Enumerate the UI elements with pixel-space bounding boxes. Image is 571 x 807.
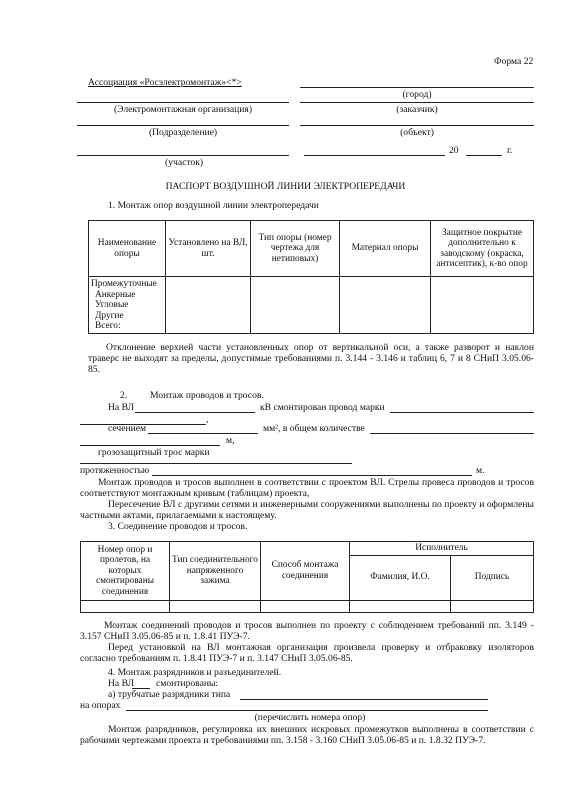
city-caption: (город) xyxy=(402,89,432,100)
col-header-name: Наименование опоры xyxy=(89,221,166,277)
date-line xyxy=(304,155,445,156)
cell-signature xyxy=(451,600,534,612)
section3-p1: Монтаж соединений проводов и тросов выполнен по проекту с соблюдением требований пп. 3.149 - 3.157 СНиП 3.05.06-85 и п. 1.8.41 ПУЭ-7. xyxy=(80,620,534,643)
org-caption: (Электромонтажная организация) xyxy=(113,104,253,115)
s2-comma: , xyxy=(206,414,209,425)
wire-brand-line xyxy=(390,412,534,413)
col-header-type: Тип опоры (номер чертежа для нетиповых) xyxy=(251,221,340,277)
customer-line xyxy=(300,102,534,103)
row-label-corner: Угловые xyxy=(95,300,129,310)
row-label-anchor: Анкерные xyxy=(95,289,136,300)
col-header-method: Способ монтажа соединения xyxy=(261,542,350,601)
section1-heading: 1. Монтаж опор воздушной линии электропередачи xyxy=(108,200,319,211)
s4-line2: а) трубчатые разрядники типа xyxy=(108,689,231,700)
qty-line2 xyxy=(80,445,220,446)
cell-coating xyxy=(431,277,534,334)
division-caption: (Подразделение) xyxy=(148,127,218,138)
col-header-installed: Установлено на ВЛ, шт. xyxy=(166,221,251,277)
cell-clamp xyxy=(170,600,261,612)
section3-heading: 3. Соединение проводов и тросов. xyxy=(108,521,248,532)
section2-p1: Монтаж проводов и тросов выполнен в соответствии с проектом ВЛ. Стрелы провеса проводов и тросов соответствуют монтажным кривым (таблицам) проекта, xyxy=(80,477,534,500)
col-header-coating: Защитное покрытие дополнительно к заводскому (окраска, антисептик), к-во опор xyxy=(431,221,534,277)
year-suffix: г. xyxy=(507,145,513,156)
col-header-supports: Номер опор и пролетов, на которых смонтированы соединения xyxy=(81,542,170,601)
col-header-signature: Подпись xyxy=(451,555,534,600)
form-label: Форма 22 xyxy=(494,56,534,67)
cell-method xyxy=(261,600,350,612)
section-line xyxy=(77,155,289,156)
section4-p1: Монтаж разрядников, регулировка их внешних искровых промежутков выполнены в соответствии с рабочими чертежами проекта и требованиями пп. 3.158 - 3.160 СНиП 3.05.06-85 и п. 1.8.32 ПУЭ-7. xyxy=(80,724,534,747)
cross-section-line xyxy=(148,433,258,434)
section-caption: (участок) xyxy=(165,157,204,168)
year-line xyxy=(466,155,502,156)
supports-table xyxy=(88,220,534,334)
cell-supports xyxy=(81,600,170,612)
col-header-executor: Исполнитель xyxy=(350,542,534,556)
s2-line6-suffix: м. xyxy=(476,465,485,476)
object-caption: (объект) xyxy=(400,127,434,138)
s4-line1-prefix: На ВЛ xyxy=(108,678,135,689)
col-header-material: Материал опоры xyxy=(340,221,431,277)
customer-caption: (заказчик) xyxy=(396,104,438,115)
voltage-line xyxy=(135,412,255,413)
year-prefix: 20 xyxy=(449,145,459,156)
row-labels-cell xyxy=(89,277,166,334)
s2-line6-prefix: протяженностью xyxy=(80,465,150,476)
cell-installed xyxy=(166,277,251,334)
city-line xyxy=(300,87,534,88)
s2-line3-prefix: сечением xyxy=(108,423,147,434)
row-label-intermediate: Промежуточные xyxy=(91,279,157,289)
s2-line4-suffix: м, xyxy=(226,435,235,446)
section2-heading: Монтаж проводов и тросов. xyxy=(150,390,264,401)
section1-note: Отклонение верхней части установленных опор от вертикальной оси, а также разворот и наклон траверс не выходят за пределы, допустимые требованиями п. 3.144 - 3.146 и таблиц 6, 7 и 8 СНиП 3.05.06-85. xyxy=(88,342,534,376)
row-label-total: Всего: xyxy=(95,321,121,331)
supports-list-line xyxy=(126,710,488,711)
section2-num: 2. xyxy=(120,390,128,401)
ground-wire-line xyxy=(80,463,352,464)
s4-line3: на опорах xyxy=(80,700,121,711)
section4-heading: 4. Монтаж разрядников и разъединителей. xyxy=(108,667,282,678)
object-line xyxy=(300,125,534,126)
row-label-other: Другие xyxy=(95,310,124,321)
total-qty-line xyxy=(370,433,534,434)
cell-type xyxy=(251,277,340,334)
cell-material xyxy=(340,277,431,334)
col-header-fio: Фамилия, И.О. xyxy=(350,555,451,600)
org-line xyxy=(77,102,289,103)
cell-fio xyxy=(350,600,451,612)
s4-line1-suffix: смонтированы: xyxy=(156,678,219,689)
s2-line3-suffix: мм², в общем количестве xyxy=(263,423,365,434)
document-title: ПАСПОРТ ВОЗДУШНОЙ ЛИНИИ ЭЛЕКТРОПЕРЕДАЧИ xyxy=(165,181,406,192)
division-line xyxy=(77,125,289,126)
association-name: Ассоциация «Росэлектромонтаж»<*> xyxy=(88,77,242,88)
length-line xyxy=(152,475,472,476)
col-header-clamp: Тип соединительного напряженного зажима xyxy=(170,542,261,601)
s2-line1-suffix: кВ смонтирован провод марки xyxy=(260,402,385,413)
s2-line5: грозозащитный трос марки xyxy=(98,447,210,458)
arrester-type-line xyxy=(240,699,488,700)
section2-p2: Пересечение ВЛ с другими сетями и инженерными сооружениями выполнены по проекту и оформлены частными актами, прилагаемыми к настоящему. xyxy=(80,499,534,522)
connections-table xyxy=(80,541,534,613)
section3-p2: Перед установкой на ВЛ монтажная организация произвела проверку и отбраковку изоляторов согласно требованиям п. 1.8.41 ПУЭ-7 и п. 3.147 СНиП 3.05.06-85. xyxy=(80,642,534,665)
s2-line1-prefix: На ВЛ xyxy=(108,402,135,413)
s4-caption: (перечислить номера опор) xyxy=(254,712,366,723)
